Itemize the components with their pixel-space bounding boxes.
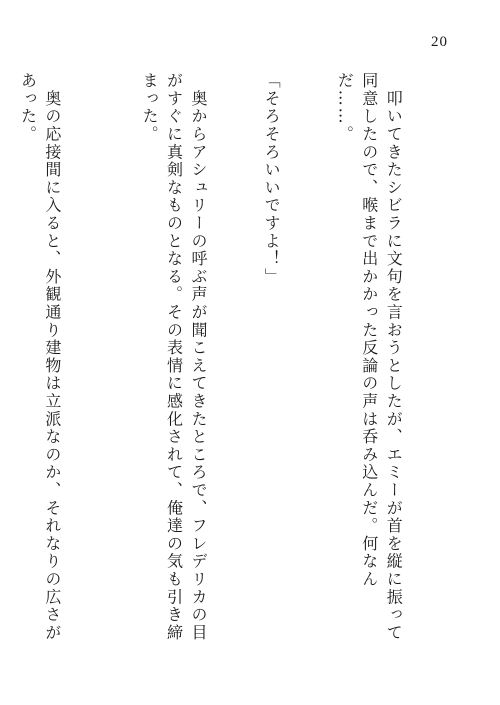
paragraph: 叩いてきたシビラに文句を言おうとしたが、エミーが首を縦に振って同意したので、喉まで出かかった反論の声は呑み込んだ。何なんだ……。 bbox=[335, 72, 404, 642]
paragraph: 「そろそろいいですよ！」 bbox=[262, 72, 282, 286]
vertical-text-body bbox=[18, 72, 454, 642]
page-number: 20 bbox=[431, 34, 448, 50]
paragraph: 奥の応接間に入ると、外観通り建物は立派なのか、それなりの広さがあった。 bbox=[18, 72, 62, 642]
paragraph: 奥からアシュリーの呼ぶ声が聞こえてきたところで、フレデリカの目がすぐに真剣なものとなる。その表情に感化されて、俺達の気も引き締まった。 bbox=[140, 72, 208, 642]
